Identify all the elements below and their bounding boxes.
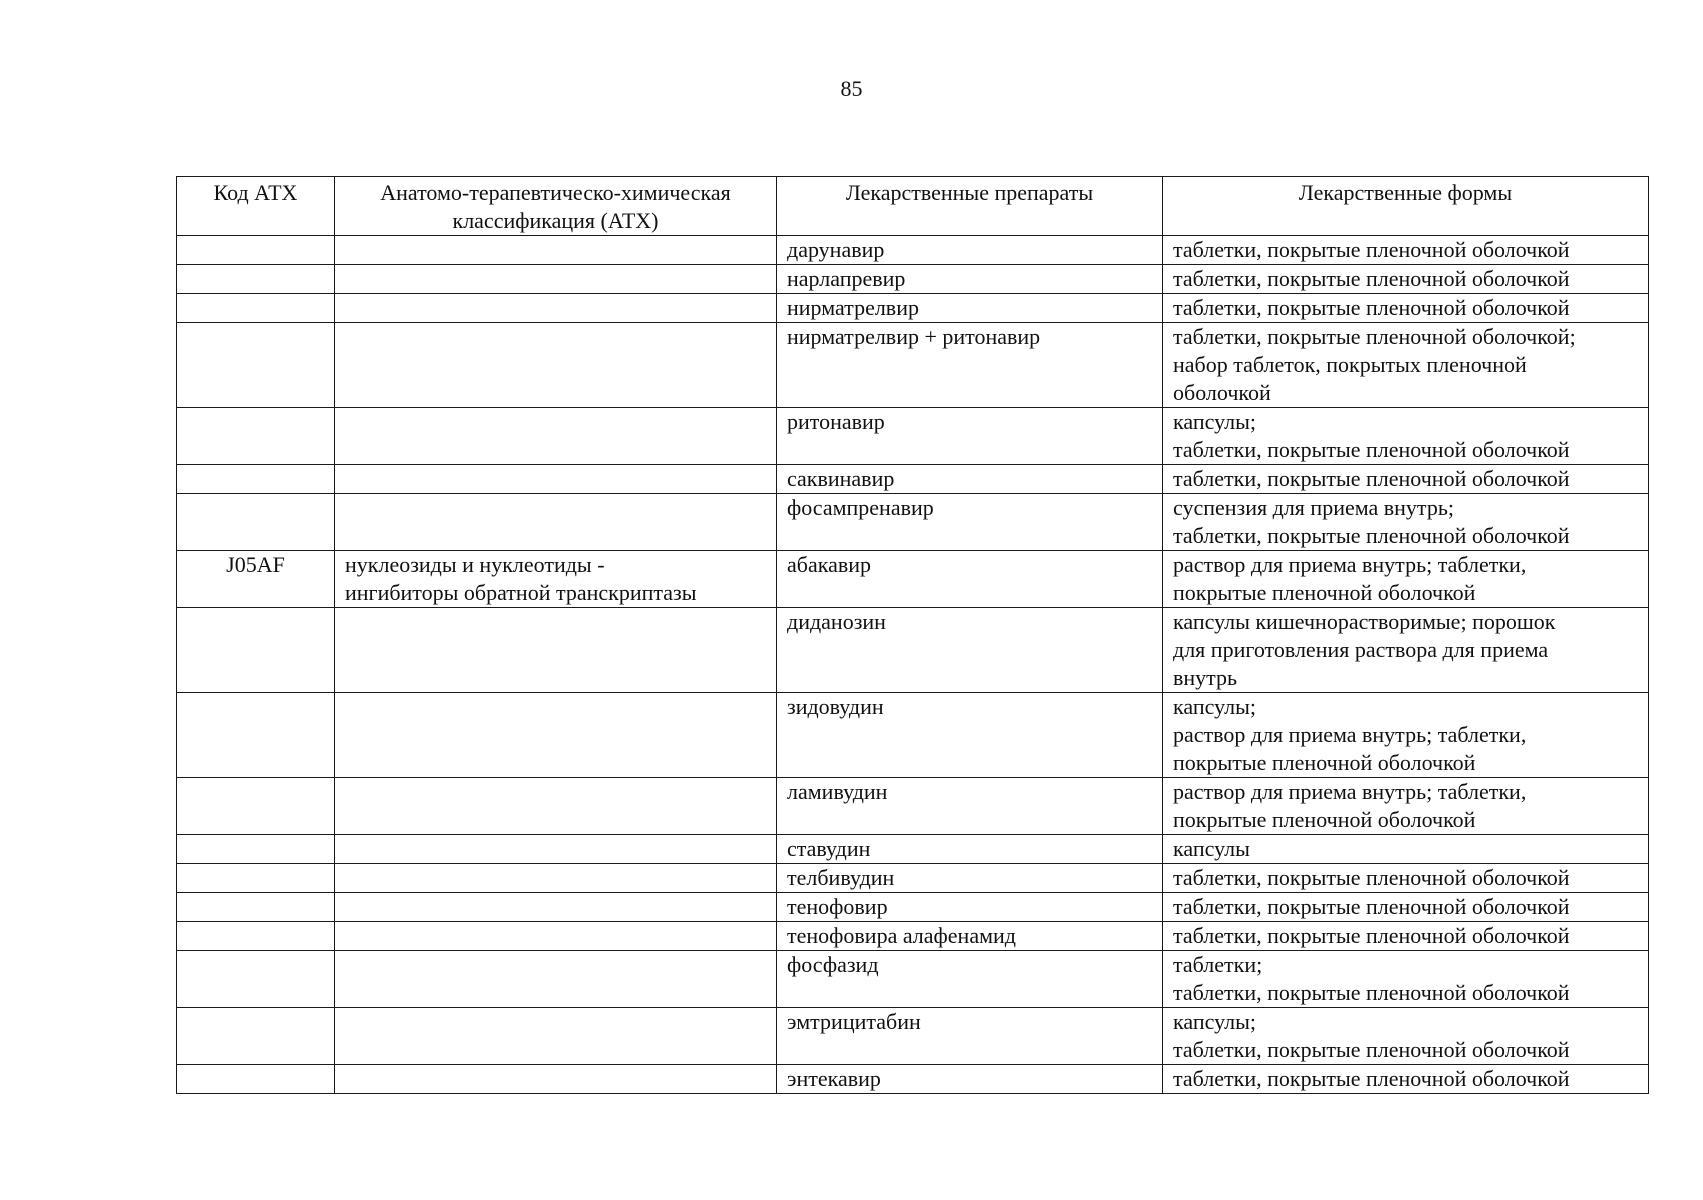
cell-drug: зидовудин xyxy=(777,693,1163,778)
cell-dosage-form: таблетки, покрытые пленочной оболочкой xyxy=(1163,864,1649,893)
table-row xyxy=(177,608,1649,693)
cell-atc-code xyxy=(177,922,335,951)
table-row xyxy=(177,893,1649,922)
cell-drug: фосфазид xyxy=(777,951,1163,1008)
cell-classification xyxy=(335,922,777,951)
cell-atc-code xyxy=(177,1008,335,1065)
cell-classification xyxy=(335,835,777,864)
table-row xyxy=(177,778,1649,835)
cell-classification xyxy=(335,693,777,778)
cell-classification xyxy=(335,778,777,835)
cell-drug: нирматрелвир + ритонавир xyxy=(777,323,1163,408)
cell-atc-code xyxy=(177,835,335,864)
cell-atc-code xyxy=(177,693,335,778)
table-row xyxy=(177,494,1649,551)
cell-atc-code: J05AF xyxy=(177,551,335,608)
table-row xyxy=(177,835,1649,864)
table-row xyxy=(177,864,1649,893)
header-drugs: Лекарственные препараты xyxy=(777,177,1163,236)
cell-dosage-form: таблетки, покрытые пленочной оболочкой xyxy=(1163,922,1649,951)
table-row xyxy=(177,1065,1649,1094)
cell-atc-code xyxy=(177,265,335,294)
atc-drug-table xyxy=(176,176,1649,1094)
page-number: 85 xyxy=(840,76,863,101)
table-row xyxy=(177,323,1649,408)
cell-drug: ламивудин xyxy=(777,778,1163,835)
cell-dosage-form: таблетки, покрытые пленочной оболочкой xyxy=(1163,294,1649,323)
cell-drug: нарлапревир xyxy=(777,265,1163,294)
cell-dosage-form: таблетки, покрытые пленочной оболочкой; набор таблеток, покрытых пленочной оболочкой xyxy=(1163,323,1649,408)
cell-classification xyxy=(335,893,777,922)
table-row xyxy=(177,1008,1649,1065)
cell-dosage-form: суспензия для приема внутрь; таблетки, покрытые пленочной оболочкой xyxy=(1163,494,1649,551)
cell-classification xyxy=(335,323,777,408)
header-dosage-forms: Лекарственные формы xyxy=(1163,177,1649,236)
cell-dosage-form: таблетки, покрытые пленочной оболочкой xyxy=(1163,1065,1649,1094)
cell-drug: абакавир xyxy=(777,551,1163,608)
cell-drug: дарунавир xyxy=(777,236,1163,265)
table-row xyxy=(177,265,1649,294)
cell-classification xyxy=(335,1008,777,1065)
table-row xyxy=(177,951,1649,1008)
cell-drug: ритонавир xyxy=(777,408,1163,465)
cell-drug: тенофовир xyxy=(777,893,1163,922)
cell-atc-code xyxy=(177,236,335,265)
cell-drug: нирматрелвир xyxy=(777,294,1163,323)
cell-classification xyxy=(335,951,777,1008)
cell-atc-code xyxy=(177,608,335,693)
cell-atc-code xyxy=(177,323,335,408)
cell-atc-code xyxy=(177,778,335,835)
cell-dosage-form: капсулы; раствор для приема внутрь; таблетки, покрытые пленочной оболочкой xyxy=(1163,693,1649,778)
cell-atc-code xyxy=(177,465,335,494)
cell-dosage-form: таблетки; таблетки, покрытые пленочной оболочкой xyxy=(1163,951,1649,1008)
cell-dosage-form: капсулы кишечнорастворимые; порошок для приготовления раствора для приема внутрь xyxy=(1163,608,1649,693)
cell-classification xyxy=(335,236,777,265)
table-row xyxy=(177,465,1649,494)
cell-dosage-form: таблетки, покрытые пленочной оболочкой xyxy=(1163,465,1649,494)
table-row xyxy=(177,551,1649,608)
table-row xyxy=(177,922,1649,951)
cell-dosage-form: раствор для приема внутрь; таблетки, покрытые пленочной оболочкой xyxy=(1163,551,1649,608)
cell-classification xyxy=(335,608,777,693)
cell-dosage-form: таблетки, покрытые пленочной оболочкой xyxy=(1163,236,1649,265)
cell-atc-code xyxy=(177,408,335,465)
table-row xyxy=(177,294,1649,323)
header-atc-classification: Анатомо-терапевтическо-химическая классификация (АТХ) xyxy=(335,177,777,236)
cell-dosage-form: таблетки, покрытые пленочной оболочкой xyxy=(1163,265,1649,294)
cell-dosage-form: капсулы; таблетки, покрытые пленочной оболочкой xyxy=(1163,1008,1649,1065)
cell-classification xyxy=(335,494,777,551)
cell-atc-code xyxy=(177,494,335,551)
cell-drug: телбивудин xyxy=(777,864,1163,893)
cell-atc-code xyxy=(177,1065,335,1094)
cell-classification xyxy=(335,1065,777,1094)
cell-classification xyxy=(335,294,777,323)
cell-drug: тенофовира алафенамид xyxy=(777,922,1163,951)
cell-atc-code xyxy=(177,294,335,323)
cell-classification xyxy=(335,265,777,294)
cell-drug: диданозин xyxy=(777,608,1163,693)
table-row xyxy=(177,236,1649,265)
cell-atc-code xyxy=(177,893,335,922)
cell-dosage-form: таблетки, покрытые пленочной оболочкой xyxy=(1163,893,1649,922)
cell-atc-code xyxy=(177,864,335,893)
cell-dosage-form: раствор для приема внутрь; таблетки, покрытые пленочной оболочкой xyxy=(1163,778,1649,835)
cell-drug: саквинавир xyxy=(777,465,1163,494)
cell-classification xyxy=(335,408,777,465)
table-header-row xyxy=(177,177,1649,236)
cell-classification: нуклеозиды и нуклеотиды - ингибиторы обратной транскриптазы xyxy=(335,551,777,608)
table-row xyxy=(177,693,1649,778)
cell-drug: ставудин xyxy=(777,835,1163,864)
cell-classification xyxy=(335,465,777,494)
cell-drug: эмтрицитабин xyxy=(777,1008,1163,1065)
cell-classification xyxy=(335,864,777,893)
table-row xyxy=(177,408,1649,465)
cell-atc-code xyxy=(177,951,335,1008)
cell-dosage-form: капсулы; таблетки, покрытые пленочной оболочкой xyxy=(1163,408,1649,465)
cell-drug: фосампренавир xyxy=(777,494,1163,551)
cell-drug: энтекавир xyxy=(777,1065,1163,1094)
header-atc-code: Код АТХ xyxy=(177,177,335,236)
cell-dosage-form: капсулы xyxy=(1163,835,1649,864)
